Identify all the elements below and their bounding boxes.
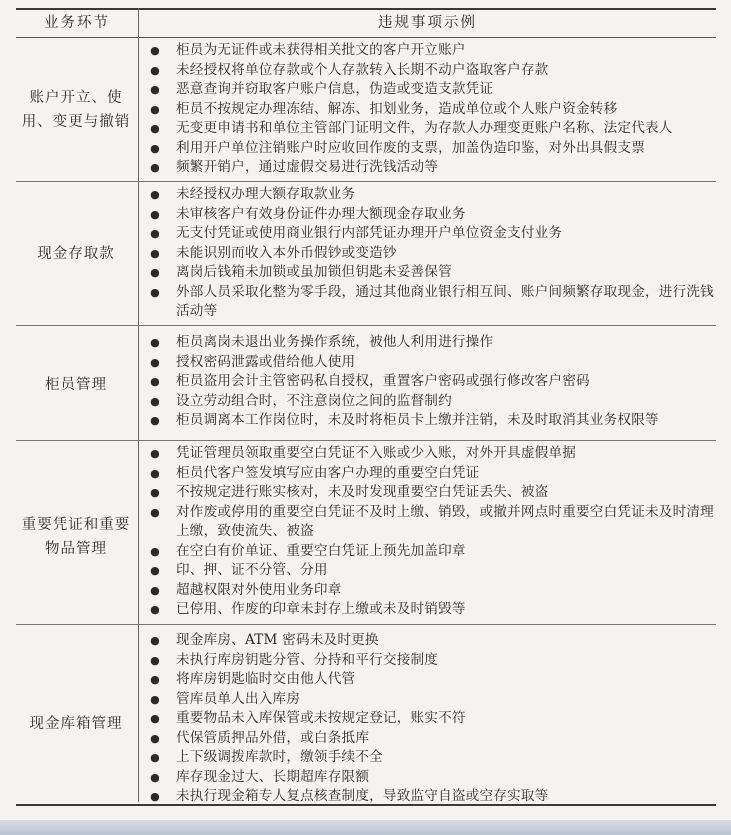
list-item: ● 管库员单人出入库房 [142, 690, 714, 710]
category-line: 重要凭证和重要 [21, 517, 131, 533]
bullet-icon: ● [150, 603, 160, 616]
row-category-account [16, 86, 136, 134]
list-item: ● 未经授权办理大额存取款业务 [142, 185, 714, 205]
list-item: ● 已停用、作废的印章未封存上缴或未及时销毁等 [142, 600, 714, 620]
list-item: ● 外部人员采取化整为零手段，通过其他商业银行相互间、账户间频繁存取现金，进行洗钱活动等 [150, 283, 714, 319]
bullet-icon: ● [150, 161, 160, 174]
bullet-icon: ● [150, 122, 160, 135]
bullet-icon: ● [150, 63, 160, 77]
violation-list-account [142, 41, 714, 178]
list-item: ● 未经授权将单位存款或个人存款转入长期不动户盗取客户存款 [142, 61, 714, 81]
bullet-icon: ● [150, 336, 160, 349]
row-divider [16, 624, 716, 625]
list-item: ● 频繁开销户，通过虚假交易进行洗钱活动等 [142, 158, 714, 178]
bullet-icon: ● [150, 790, 160, 803]
bullet-icon: ● [150, 564, 160, 577]
list-item: ● 重要物品未入库保管或未按规定登记，账实不符 [142, 709, 714, 729]
bullet-icon: ● [150, 692, 160, 706]
column-divider [138, 8, 139, 802]
row-category-vouchers [16, 513, 136, 561]
list-item: ● 柜员离岗未退出业务操作系统，被他人利用进行操作 [142, 333, 714, 353]
row-category-vault [16, 712, 136, 736]
list-item: ● 无变更申请书和单位主管部门证明文件，为存款人办理变更账户名称、法定代表人 [142, 119, 714, 139]
bullet-icon: ● [150, 44, 160, 57]
bullet-icon: ● [150, 246, 160, 260]
list-item: ● 现金库房、ATM 密码未及时更换 [142, 631, 714, 651]
list-item: ● 恶意查询并窃取客户账户信息，伪造或变造支款凭证 [142, 80, 714, 100]
bullet-icon: ● [150, 141, 160, 155]
bullet-icon: ● [150, 466, 160, 480]
violation-list-cash [142, 185, 714, 322]
header-category: 业务环节 [44, 15, 110, 31]
list-item: ● 利用开户单位注销账户时应收回作废的支票，加盖伪造印鉴，对外出具假支票 [142, 139, 714, 159]
category-line: 物品管理 [45, 541, 107, 557]
list-item: ● 代保管质押品外借，或白条抵库 [142, 729, 714, 749]
bullet-icon: ● [150, 227, 160, 240]
bullet-icon: ● [150, 653, 160, 667]
list-item: ● 将库房钥匙临时交由他人代管 [142, 670, 714, 690]
bullet-icon: ● [150, 731, 160, 745]
list-item: ● 凭证管理员领取重要空白凭证不入账或少入账，对外开具虚假单据 [142, 444, 714, 464]
row-category-teller [16, 373, 136, 397]
list-item: ● 无支付凭证或使用商业银行内部凭证办理开户单位资金支付业务 [142, 224, 714, 244]
bullet-icon: ● [150, 355, 160, 369]
violation-list-vouchers [142, 444, 714, 620]
bullet-icon: ● [150, 544, 160, 558]
list-item: ● 上下级调拨库款时，缴领手续不全 [142, 748, 714, 768]
window-bottom-edge [0, 820, 731, 835]
list-item: ● 未审核客户有效身份证件办理大额现金存取业务 [142, 205, 714, 225]
list-item: ● 印、押、证不分管、分用 [142, 561, 714, 581]
list-item: ● 柜员调离本工作岗位时，未及时将柜员卡上缴并注销，未及时取消其业务权限等 [142, 411, 714, 431]
bullet-icon: ● [150, 266, 160, 279]
row-divider [16, 181, 716, 182]
row-divider [16, 325, 716, 326]
category-line: 用、变更与撤销 [21, 114, 131, 130]
bullet-icon: ● [150, 207, 160, 221]
bullet-icon: ● [150, 188, 160, 201]
bullet-icon: ● [150, 673, 160, 686]
list-item: ● 在空白有价单证、重要空白凭证上预先加盖印章 [142, 542, 714, 562]
list-item: ● 设立劳动组合时，不注意岗位之间的监督制约 [142, 392, 714, 412]
header-violations: 违规事项示例 [378, 15, 477, 31]
bullet-icon: ● [150, 102, 160, 116]
list-item: ● 离岗后钱箱未加锁或虽加锁但钥匙未妥善保管 [142, 263, 714, 283]
list-item: ● 库存现金过大、长期超库存限额 [142, 768, 714, 788]
bullet-icon: ● [150, 712, 160, 725]
list-item: ● 授权密码泄露或借给他人使用 [142, 353, 714, 373]
row-divider [16, 440, 716, 441]
category-line: 柜员管理 [45, 377, 107, 393]
bullet-icon: ● [150, 414, 160, 427]
list-item: ● 未能识别而收入本外币假钞或变造钞 [142, 244, 714, 264]
list-item: ● 柜员代客户签发填写应由客户办理的重要空白凭证 [142, 464, 714, 484]
bullet-icon: ● [150, 285, 160, 299]
bullet-icon: ● [150, 375, 160, 388]
category-line: 账户开立、使 [29, 90, 123, 106]
category-line: 现金库箱管理 [29, 716, 123, 732]
list-item: ● 未执行现金箱专人复点核查制度，导致监守自盗或空存实取等 [142, 787, 714, 807]
bullet-icon: ● [150, 583, 160, 597]
violation-list-vault [142, 631, 714, 807]
bullet-icon: ● [150, 634, 160, 647]
bullet-icon: ● [150, 83, 160, 96]
list-item: ● 不按规定进行账实核对，未及时发现重要空白凭证丢失、被盗 [142, 483, 714, 503]
list-item: ● 未执行库房钥匙分管、分持和平行交接制度 [142, 651, 714, 671]
bullet-icon: ● [150, 486, 160, 499]
list-item: ● 对作废或停用的重要空白凭证不及时上缴、销毁，或撤并网点时重要空白凭证未及时清理上缴，致使流失、被盗 [150, 503, 714, 539]
list-item: ● 超越权限对外使用业务印章 [142, 581, 714, 601]
list-item: ● 柜员为无证件或未获得相关批文的客户开立账户 [142, 41, 714, 61]
list-item: ● 柜员不按规定办理冻结、解冻、扣划业务，造成单位或个人账户资金转移 [142, 100, 714, 120]
bullet-icon: ● [150, 751, 160, 764]
category-line: 现金存取款 [37, 246, 115, 262]
bullet-icon: ● [150, 447, 160, 460]
list-item: ● 柜员盗用会计主管密码私自授权，重置客户密码或强行修改客户密码 [142, 372, 714, 392]
bullet-icon: ● [150, 394, 160, 408]
violation-list-teller [142, 333, 714, 431]
bullet-icon: ● [150, 770, 160, 784]
row-category-cash [16, 242, 136, 266]
bullet-icon: ● [150, 505, 160, 519]
